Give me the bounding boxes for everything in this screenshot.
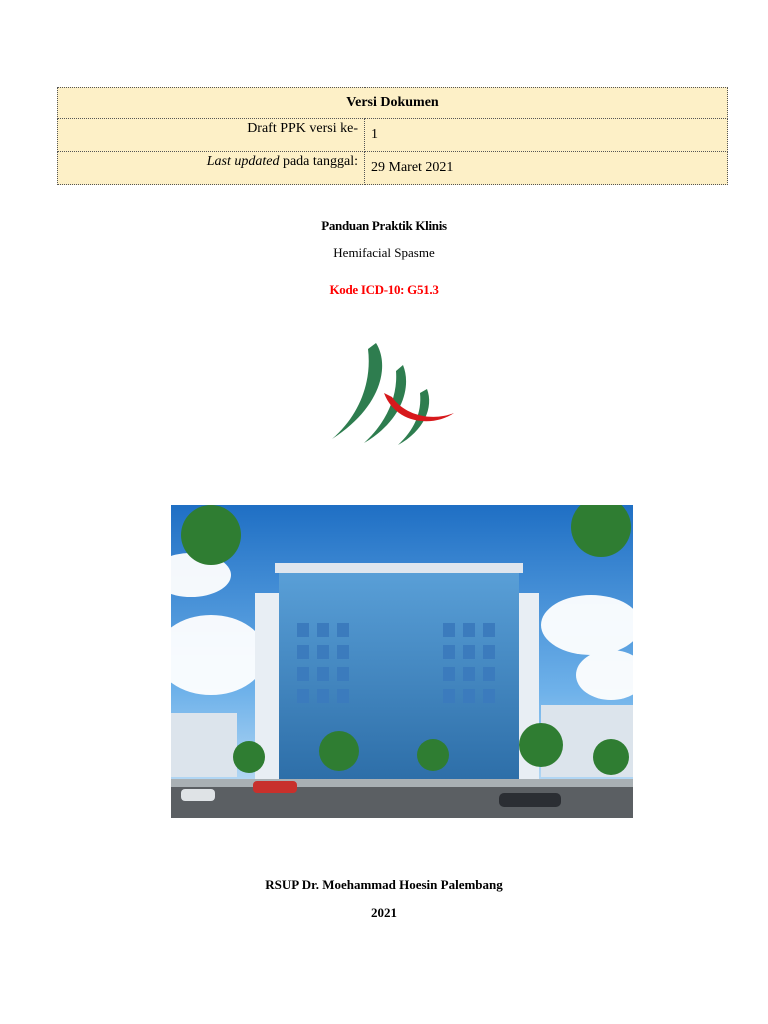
last-updated-emphasis: Last updated: [206, 154, 280, 169]
last-updated-value: 29 Maret 2021: [365, 152, 728, 185]
side-building-left: [171, 713, 237, 777]
last-updated-label-text: pada tanggal:: [279, 154, 358, 169]
sidewalk: [171, 779, 633, 787]
version-table-row: [58, 152, 728, 185]
hospital-building-image: [171, 505, 633, 818]
draft-version-label: [58, 119, 365, 152]
icd-code: Kode ICD-10: G51.3: [329, 282, 439, 297]
hospital-logo: [324, 335, 459, 450]
document-title: Panduan Praktik Klinis: [321, 218, 447, 233]
version-table-header-row: [58, 88, 728, 119]
document-subtitle: Hemifacial Spasme: [333, 245, 435, 260]
document-year: 2021: [371, 905, 397, 920]
version-table-row: [58, 119, 728, 152]
logo-stroke-left: [332, 343, 382, 439]
last-updated-label: [58, 152, 365, 185]
building-roof: [275, 563, 523, 573]
draft-version-value: 1: [365, 119, 728, 152]
version-table-header: Versi Dokumen: [58, 88, 728, 119]
draft-version-label-text: Draft PPK versi ke-: [247, 121, 358, 136]
institution-name: RSUP Dr. Moehammad Hoesin Palembang: [265, 877, 503, 892]
version-table: [57, 87, 728, 185]
road: [171, 787, 633, 818]
